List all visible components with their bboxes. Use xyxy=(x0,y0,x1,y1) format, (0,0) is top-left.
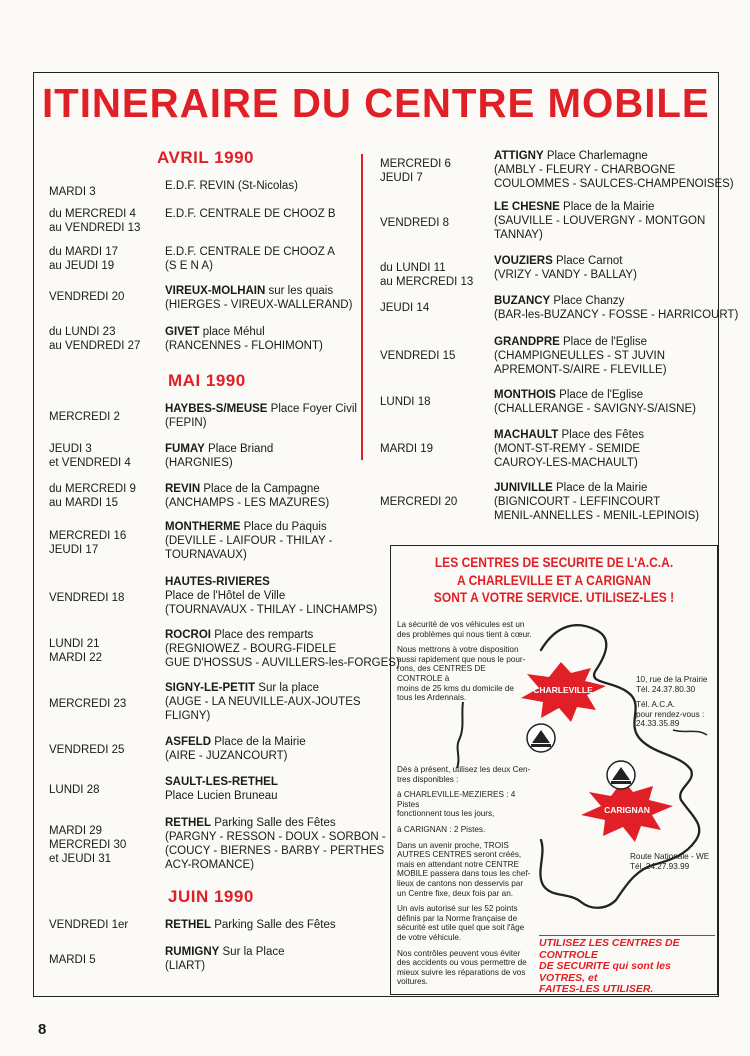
carignan-label: CARIGNAN xyxy=(604,805,650,815)
schedule-date-line: au VENDREDI 27 xyxy=(49,340,141,352)
ad-text-line: rons, des CENTRES DE CONTROLE à xyxy=(397,664,486,683)
schedule-place-line xyxy=(165,520,332,534)
schedule-place-line xyxy=(165,442,273,456)
schedule-place-line xyxy=(165,325,323,339)
schedule-date-line: LUNDI 28 xyxy=(49,784,100,796)
place-town: VIREUX-MOLHAIN xyxy=(165,285,266,297)
schedule-place-line xyxy=(165,259,335,273)
schedule-date-line: MERCREDI 23 xyxy=(49,698,127,710)
place-detail: Place de la Campagne xyxy=(200,483,320,495)
schedule-place-line xyxy=(494,495,699,509)
place-town: SAULT-LES-RETHEL xyxy=(165,776,278,788)
ad-text-line: pour rendez-vous : xyxy=(636,709,705,719)
schedule-date-line: au JEUDI 19 xyxy=(49,260,115,272)
month-heading-april: AVRIL 1990 xyxy=(157,148,254,167)
schedule-date-line: JEUDI 7 xyxy=(380,172,423,184)
ad-headline xyxy=(414,554,694,607)
ad-text-line: aussi rapidement que nous le pour- xyxy=(397,654,526,664)
ad-headline-line: LES CENTRES DE SECURITE DE L'A.C.A. xyxy=(434,554,674,570)
schedule-date xyxy=(49,783,100,797)
map-border-left xyxy=(457,702,463,768)
place-detail: (S E N A) xyxy=(165,260,213,272)
ad-footer-line: UTILISEZ LES CENTRES DE CONTROLE xyxy=(539,937,680,961)
schedule-date xyxy=(49,591,124,605)
schedule-place-line xyxy=(494,177,734,191)
ad-text-line: Dans un avenir proche, TROIS xyxy=(397,840,509,850)
place-detail: (TOURNAVAUX - THILAY - LINCHAMPS) xyxy=(165,604,378,616)
schedule-date xyxy=(380,395,431,409)
schedule-date-line: MARDI 5 xyxy=(49,954,96,966)
place-detail: (HIERGES - VIREUX-WALLERAND) xyxy=(165,299,353,311)
place-detail: TOURNAVAUX) xyxy=(165,549,247,561)
schedule-place-line xyxy=(165,589,377,603)
schedule-place xyxy=(494,335,667,377)
schedule-date xyxy=(49,529,126,557)
ad-text-line: AUTRES CENTRES seront créés, xyxy=(397,850,522,860)
place-detail: Sur la Place xyxy=(219,946,285,958)
place-town: BUZANCY xyxy=(494,295,551,307)
schedule-place-line xyxy=(165,775,278,789)
ad-text-line: lieux de cantons non desservis par xyxy=(397,878,524,888)
ad-text-line: moins de 25 kms du domicile de xyxy=(397,683,514,693)
schedule-place xyxy=(165,179,298,193)
schedule-place xyxy=(494,200,705,242)
schedule-place-line xyxy=(165,245,335,259)
schedule-date-line: MARDI 19 xyxy=(380,443,434,455)
schedule-place-line xyxy=(165,284,352,298)
place-detail: Sur la place xyxy=(255,682,320,694)
schedule-place xyxy=(165,628,400,670)
schedule-date xyxy=(49,637,102,665)
ad-text-line: des problèmes qui nous tient à cœur. xyxy=(397,629,532,639)
place-detail: Place de la Mairie xyxy=(211,736,306,748)
schedule-place xyxy=(165,681,361,723)
place-detail: Place de l'Eglise xyxy=(555,389,644,401)
schedule-place-line xyxy=(165,339,323,353)
schedule-place-line xyxy=(165,735,306,749)
place-detail: APREMONT-S/AIRE - FLEVILLE) xyxy=(494,364,667,376)
place-detail: (MONT-ST-REMY - SEMIDE xyxy=(494,443,641,455)
schedule-date-line: du LUNDI 11 xyxy=(380,262,446,274)
schedule-place-line xyxy=(165,656,400,670)
place-detail: CAUROY-LES-MACHAULT) xyxy=(494,457,638,469)
schedule-place xyxy=(165,325,323,353)
schedule-date-line: du MERCREDI 4 xyxy=(49,208,136,220)
place-detail: FLIGNY) xyxy=(165,710,211,722)
ad-text-line: 10, rue de la Prairie xyxy=(636,675,708,684)
ad-headline-line: SONT A VOTRE SERVICE. UTILISEZ-LES ! xyxy=(433,589,675,605)
ad-text-line: mais en attendant notre CENTRE xyxy=(397,859,519,869)
schedule-place-line xyxy=(165,496,329,510)
place-detail: COULOMMES - SAULCES-CHAMPENOISES) xyxy=(494,178,734,190)
schedule-date-line: au MARDI 15 xyxy=(49,497,119,509)
schedule-place-line xyxy=(494,268,637,282)
schedule-place-line xyxy=(494,481,699,495)
place-detail: Parking Salle des Fêtes xyxy=(211,817,336,829)
place-town: SIGNY-LE-PETIT xyxy=(165,682,256,694)
schedule-date xyxy=(380,261,473,289)
page-title: ITINERAIRE DU CENTRE MOBILE xyxy=(42,80,710,126)
schedule-place xyxy=(165,918,336,932)
place-detail: E.D.F. REVIN (St-Nicolas) xyxy=(165,180,298,192)
schedule-place-line xyxy=(165,207,336,221)
ad-text-line: Nous mettrons à votre disposition xyxy=(397,645,519,655)
ad-text-line: tres disponibles : xyxy=(397,774,459,784)
ad-text-line: de votre véhicule. xyxy=(397,932,462,942)
schedule-place-line xyxy=(165,548,332,562)
schedule-date xyxy=(49,207,140,235)
schedule-date-line: MARDI 3 xyxy=(49,186,96,198)
ad-text-line: à CHARLEVILLE-MEZIERES : 4 Pistes xyxy=(397,790,516,809)
place-detail: E.D.F. CENTRALE DE CHOOZ A xyxy=(165,246,335,258)
place-detail: (FEPIN) xyxy=(165,417,207,429)
schedule-place-line xyxy=(165,789,278,803)
schedule-date-line: MERCREDI 20 xyxy=(380,496,458,508)
schedule-date xyxy=(49,290,124,304)
place-detail: (HARGNIES) xyxy=(165,457,233,469)
ad-text-line: Route Nationale - WE xyxy=(630,852,710,861)
schedule-place xyxy=(494,149,734,191)
ad-text-line: un Centre fixe, deux fois par an. xyxy=(397,888,514,898)
place-detail: (AIRE - JUZANCOURT) xyxy=(165,750,288,762)
schedule-date xyxy=(380,442,433,456)
schedule-date-line: VENDREDI 20 xyxy=(49,291,125,303)
ad-text-line: voitures. xyxy=(397,977,428,987)
schedule-date-line: VENDREDI 18 xyxy=(49,592,125,604)
schedule-place xyxy=(494,294,738,322)
schedule-place-line xyxy=(165,858,386,872)
schedule-place-line xyxy=(165,402,357,416)
schedule-place-line xyxy=(494,428,644,442)
schedule-place-line xyxy=(494,363,667,377)
schedule-date-line: LUNDI 21 xyxy=(49,638,100,650)
ad-intro xyxy=(397,620,532,703)
place-detail: Place de l'Hôtel de Ville xyxy=(165,590,286,602)
schedule-place-line xyxy=(494,214,705,228)
schedule-date xyxy=(49,918,128,932)
schedule-date-line: et VENDREDI 4 xyxy=(49,457,131,469)
schedule-date-line: et JEUDI 31 xyxy=(49,853,111,865)
place-town: ROCROI xyxy=(165,629,211,641)
schedule-date-line: au VENDREDI 13 xyxy=(49,222,141,234)
schedule-place xyxy=(165,520,332,562)
schedule-place xyxy=(165,945,285,973)
schedule-place-line xyxy=(165,959,285,973)
ad-body xyxy=(397,765,532,987)
schedule-place-line xyxy=(494,335,667,349)
ad-text-line: des accidents ou vous permettre de xyxy=(397,958,527,968)
schedule-date-line: LUNDI 18 xyxy=(380,396,431,408)
schedule-place xyxy=(494,428,644,470)
schedule-date-line: du MERCREDI 9 xyxy=(49,483,136,495)
place-detail: Place du Paquis xyxy=(240,521,327,533)
schedule-place-line xyxy=(165,830,386,844)
place-detail: (CHALLERANGE - SAVIGNY-S/AISNE) xyxy=(494,403,696,415)
schedule-date-line: MERCREDI 16 xyxy=(49,530,127,542)
schedule-place-line xyxy=(165,456,273,470)
schedule-place-line xyxy=(494,349,667,363)
schedule-date xyxy=(49,410,120,424)
ad-text-line: MOBILE passera dans tous les chef- xyxy=(397,869,531,879)
schedule-place-line xyxy=(165,709,361,723)
schedule-place-line xyxy=(165,918,336,932)
schedule-place-line xyxy=(494,388,696,402)
schedule-date-line: VENDREDI 1er xyxy=(49,919,129,931)
ad-text-line: Tél. A.C.A. xyxy=(636,700,676,710)
schedule-date xyxy=(49,325,140,353)
schedule-date-line: MARDI 29 xyxy=(49,825,103,837)
schedule-date-line: MERCREDI 2 xyxy=(49,411,120,423)
schedule-date xyxy=(49,953,96,967)
schedule-date-line: MERCREDI 30 xyxy=(49,839,127,851)
place-town: HAUTES-RIVIERES xyxy=(165,576,270,588)
schedule-place-line xyxy=(494,442,644,456)
schedule-date-line: VENDREDI 15 xyxy=(380,350,456,362)
place-detail: (ANCHAMPS - LES MAZURES) xyxy=(165,497,330,509)
schedule-place-line xyxy=(165,179,298,193)
place-town: REVIN xyxy=(165,483,201,495)
schedule-date xyxy=(380,301,429,315)
place-detail: TANNAY) xyxy=(494,229,543,241)
schedule-place xyxy=(165,402,357,430)
schedule-place-line xyxy=(494,509,699,523)
schedule-place-line xyxy=(494,163,734,177)
charleville-label: CHARLEVILLE xyxy=(533,685,593,695)
place-detail: ACY-ROMANCE) xyxy=(165,859,255,871)
place-detail: GUE D'HOSSUS - AUVILLERS-les-FORGES) xyxy=(165,657,400,669)
schedule-date-line: VENDREDI 8 xyxy=(380,217,450,229)
schedule-place xyxy=(165,816,386,872)
schedule-place-line xyxy=(165,482,329,496)
schedule-date xyxy=(49,743,124,757)
carignan-address xyxy=(630,852,715,871)
schedule-place-line xyxy=(165,416,357,430)
place-detail: Place de la Mairie xyxy=(559,201,655,213)
place-detail: (PARGNY - RESSON - DOUX - SORBON - xyxy=(165,831,386,843)
schedule-place-line xyxy=(165,603,377,617)
place-town: HAYBES-S/MEUSE xyxy=(165,403,268,415)
ad-text-line: Dès à présent, utilisez les deux Cen- xyxy=(397,765,531,774)
place-detail: E.D.F. CENTRALE DE CHOOZ B xyxy=(165,208,336,220)
schedule-place xyxy=(165,245,335,273)
place-detail: (DEVILLE - LAIFOUR - THILAY - xyxy=(165,535,333,547)
schedule-date-line: JEUDI 14 xyxy=(380,302,430,314)
schedule-place-line xyxy=(165,945,285,959)
place-detail: Place des Fêtes xyxy=(558,429,644,441)
schedule-place xyxy=(165,735,306,763)
schedule-date xyxy=(380,349,455,363)
schedule-place-line xyxy=(165,681,361,695)
ad-text-line: fonctionnent tous les jours, xyxy=(397,809,495,819)
schedule-place xyxy=(494,254,637,282)
place-detail: (AMBLY - FLEURY - CHARBOGNE xyxy=(494,164,676,176)
schedule-date-line: JEUDI 17 xyxy=(49,544,99,556)
charleville-address xyxy=(636,675,716,729)
ad-text-line: tous les Ardennais. xyxy=(397,693,467,703)
schedule-date-line: JEUDI 3 xyxy=(49,443,92,455)
ad-text-line: à CARIGNAN : 2 Pistes. xyxy=(397,824,486,834)
schedule-place xyxy=(494,481,699,523)
place-detail: (AUGE - LA NEUVILLE-AUX-JOUTES xyxy=(165,696,361,708)
schedule-place-line xyxy=(494,294,738,308)
ad-footer xyxy=(539,935,715,996)
aca-logo-icon xyxy=(527,724,555,752)
place-detail: MENIL-ANNELLES - MENIL-LEPINOIS) xyxy=(494,510,700,522)
place-detail: Place Foyer Civil xyxy=(267,403,357,415)
place-town: ASFELD xyxy=(165,736,211,748)
place-detail: Parking Salle des Fêtes xyxy=(211,919,336,931)
schedule-place-line xyxy=(494,254,637,268)
month-heading-june: JUIN 1990 xyxy=(168,887,254,906)
place-town: RETHEL xyxy=(165,919,211,931)
place-town: ATTIGNY xyxy=(494,150,544,162)
ad-footer-line: FAITES-LES UTILISER. xyxy=(539,983,654,995)
schedule-date xyxy=(380,157,451,185)
schedule-place xyxy=(165,575,377,617)
schedule-date xyxy=(49,482,136,510)
schedule-date-line: MARDI 22 xyxy=(49,652,103,664)
place-detail: (CHAMPIGNEULLES - ST JUVIN xyxy=(494,350,666,362)
place-detail: (COUCY - BIERNES - BARBY - PERTHES xyxy=(165,845,385,857)
ad-text-line: définis par la Norme française de xyxy=(397,913,518,923)
place-detail: Place Carnot xyxy=(552,255,623,267)
place-detail: Place Lucien Bruneau xyxy=(165,790,278,802)
schedule-date xyxy=(49,697,126,711)
schedule-date xyxy=(49,245,118,273)
place-town: RUMIGNY xyxy=(165,946,220,958)
schedule-place-line xyxy=(494,149,734,163)
schedule-place xyxy=(165,442,273,470)
place-town: GRANDPRE xyxy=(494,336,560,348)
ad-text-line: Un avis autorisé sur les 52 points xyxy=(397,904,518,914)
place-town: RETHEL xyxy=(165,817,211,829)
place-detail: (REGNIOWEZ - BOURG-FIDELE xyxy=(165,643,337,655)
place-town: VOUZIERS xyxy=(494,255,553,267)
place-detail: (LIART) xyxy=(165,960,206,972)
place-town: MONTHERME xyxy=(165,521,241,533)
place-detail: Place Briand xyxy=(204,443,274,455)
place-detail: sur les quais xyxy=(265,285,334,297)
schedule-date xyxy=(380,495,457,509)
schedule-place-line xyxy=(165,749,306,763)
ad-text-line: Nos contrôles peuvent vous éviter xyxy=(397,948,521,958)
map-border-right xyxy=(673,730,707,735)
place-town: MONTHOIS xyxy=(494,389,556,401)
ad-text-line: 24.33.35.89 xyxy=(636,719,680,729)
schedule-date-line: du MARDI 17 xyxy=(49,246,119,258)
schedule-place-line xyxy=(165,534,332,548)
place-detail: (BAR-les-BUZANCY - FOSSE - HARRICOURT) xyxy=(494,309,739,321)
place-detail: (BIGNICOURT - LEFFINCOURT xyxy=(494,496,661,508)
aca-logo-icon xyxy=(607,761,635,789)
schedule-date-line: du LUNDI 23 xyxy=(49,326,116,338)
month-heading-may: MAI 1990 xyxy=(168,371,246,390)
schedule-place-line xyxy=(165,695,361,709)
place-detail: (VRIZY - VANDY - BALLAY) xyxy=(494,269,637,281)
place-detail: (RANCENNES - FLOHIMONT) xyxy=(165,340,323,352)
ad-text-line: mieux suivre les réparations de vos xyxy=(397,967,526,977)
schedule-date-line: VENDREDI 25 xyxy=(49,744,125,756)
place-town: LE CHESNE xyxy=(494,201,560,213)
place-detail: (SAUVILLE - LOUVERGNY - MONTGON xyxy=(494,215,706,227)
schedule-date-line: MERCREDI 6 xyxy=(380,158,451,170)
ad-headline-line: A CHARLEVILLE ET A CARIGNAN xyxy=(457,571,651,588)
schedule-date xyxy=(49,824,126,866)
schedule-place-line xyxy=(494,402,696,416)
schedule-place-line xyxy=(165,642,400,656)
schedule-date-line: au MERCREDI 13 xyxy=(380,276,474,288)
place-detail: Place Charlemagne xyxy=(543,150,648,162)
place-detail: Place des remparts xyxy=(211,629,314,641)
schedule-place-line xyxy=(494,200,705,214)
place-town: FUMAY xyxy=(165,443,205,455)
ad-text-line: sécurité est utile quel que soit l'âge xyxy=(397,923,525,933)
schedule-place xyxy=(494,388,696,416)
schedule-place-line xyxy=(165,628,400,642)
place-town: MACHAULT xyxy=(494,429,559,441)
schedule-place xyxy=(165,207,336,221)
ad-text-line: La sécurité de vos véhicules est un xyxy=(397,620,525,629)
schedule-place-line xyxy=(165,298,352,312)
schedule-place-line xyxy=(494,456,644,470)
schedule-date xyxy=(49,185,96,199)
place-detail: Place de la Mairie xyxy=(552,482,648,494)
schedule-place xyxy=(165,482,329,510)
schedule-place-line xyxy=(494,308,738,322)
ad-text-line: Tél. 24.37.80.30 xyxy=(636,684,696,694)
page-number: 8 xyxy=(38,1021,47,1038)
schedule-place-line xyxy=(165,816,386,830)
ad-text-line: Tél. 24.27.93.99 xyxy=(630,861,690,871)
schedule-place-line xyxy=(165,575,377,589)
schedule-date xyxy=(49,442,131,470)
ad-footer-line: DE SECURITE qui sont les VOTRES, et xyxy=(539,960,671,984)
place-detail: place Méhul xyxy=(199,326,265,338)
schedule-place-line xyxy=(494,228,705,242)
place-detail: Place Chanzy xyxy=(550,295,625,307)
schedule-place-line xyxy=(165,844,386,858)
schedule-place xyxy=(165,775,278,803)
schedule-place xyxy=(165,284,352,312)
place-town: JUNIVILLE xyxy=(494,482,553,494)
place-town: GIVET xyxy=(165,326,200,338)
column-divider xyxy=(361,154,363,460)
schedule-date xyxy=(380,216,449,230)
place-detail: Place de l'Eglise xyxy=(559,336,648,348)
